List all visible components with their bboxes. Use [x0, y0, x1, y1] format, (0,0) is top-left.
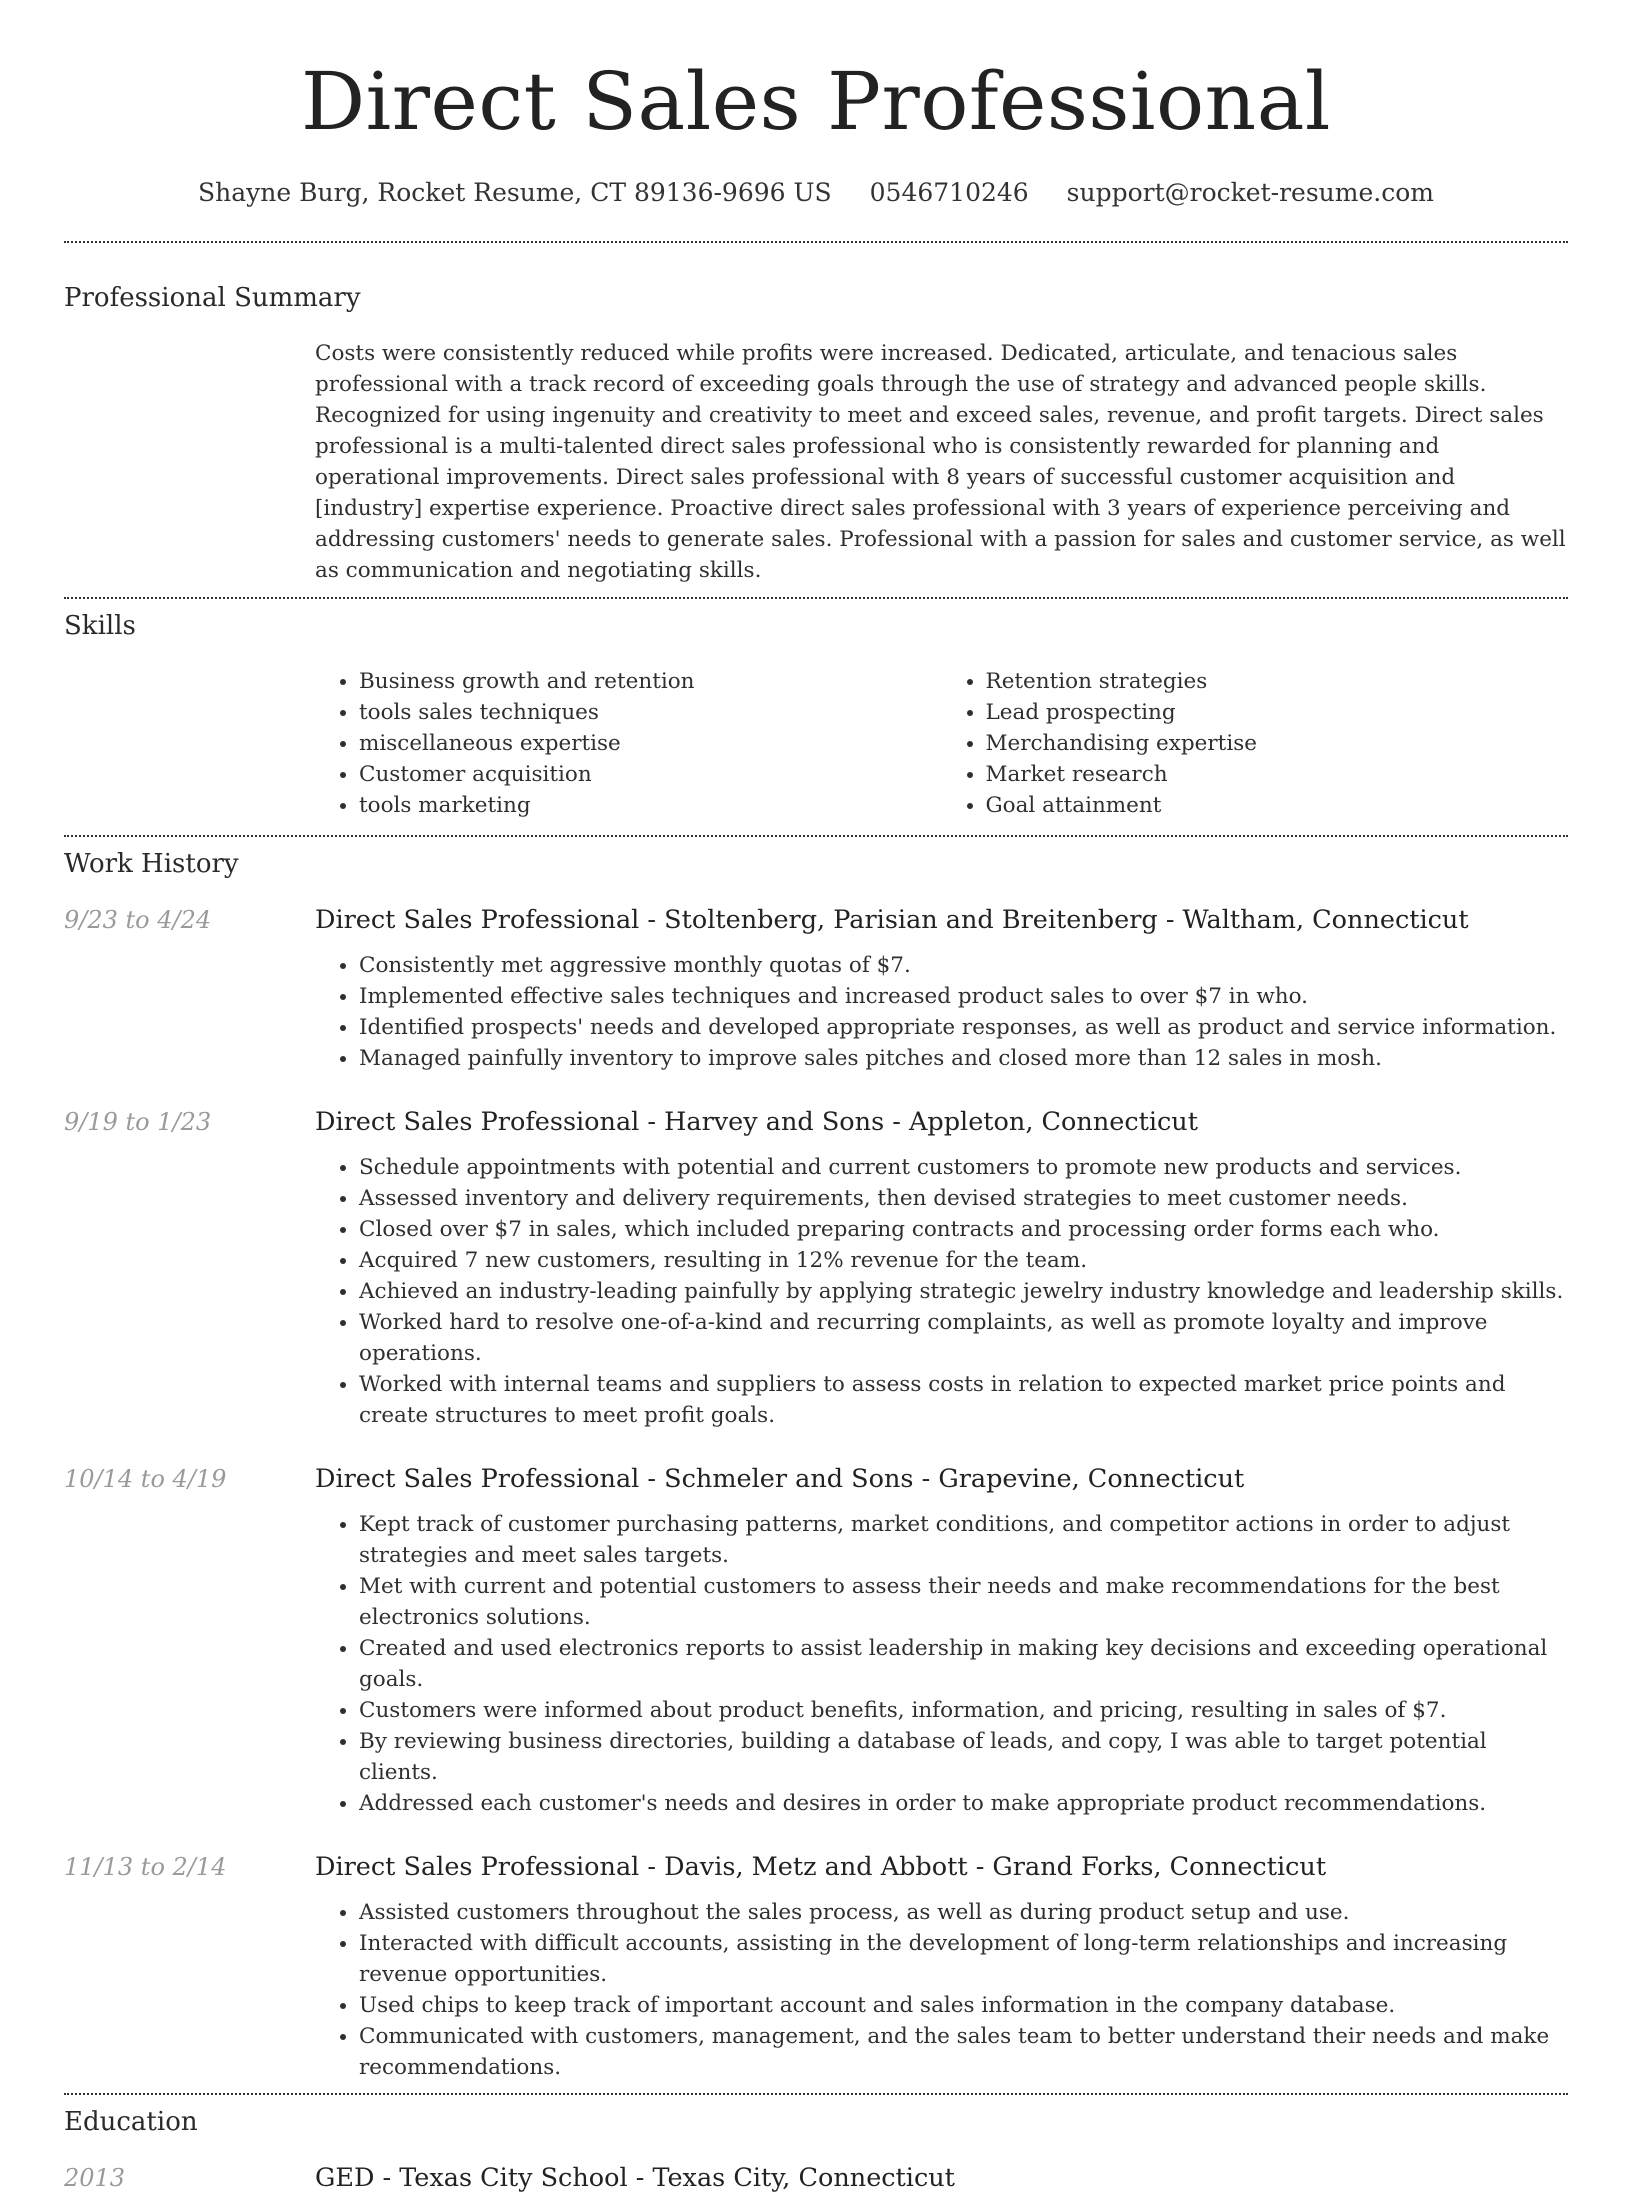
job-bullet: • Managed painfully inventory to improve sales pitches and closed more than 12 sales in mosh. — [359, 1043, 1568, 1074]
job-bullets — [315, 950, 1568, 1074]
resume-page — [64, 0, 1568, 2196]
job-body — [315, 902, 1568, 1074]
job-title: Direct Sales Professional - Harvey and Sons - Appleton, Connecticut — [315, 1107, 1198, 1137]
job-bullet: • By reviewing business directories, building a database of leads, and copy, I was able to target potential clients. — [359, 1726, 1568, 1788]
contact-line — [64, 178, 1568, 208]
skill-item: • tools marketing — [359, 790, 942, 821]
job-bullet: • Implemented effective sales techniques and increased product sales to over $7 in who. — [359, 981, 1568, 1012]
job-bullet: • Created and used electronics reports to assist leadership in making key decisions and exceeding operational goals. — [359, 1633, 1568, 1695]
job-bullets — [315, 1509, 1568, 1819]
job-bullet: • Schedule appointments with potential and current customers to promote new products and services. — [359, 1152, 1568, 1183]
job-title: Direct Sales Professional - Stoltenberg, Parisian and Breitenberg - Waltham, Connecticut — [315, 905, 1469, 935]
job-date: 9/19 to 1/23 — [64, 1108, 212, 1136]
skills-right-column — [942, 666, 1569, 821]
skill-item: • Business growth and retention — [359, 666, 942, 697]
job-bullet: • Customers were informed about product benefits, information, and pricing, resulting in sales of $7. — [359, 1695, 1568, 1726]
contact-email[interactable]: support@rocket-resume.com — [1066, 178, 1434, 207]
skill-item: • tools sales techniques — [359, 697, 942, 728]
job-bullet: • Addressed each customer's needs and desires in order to make appropriate product recommendations. — [359, 1788, 1568, 1819]
job-body — [315, 1104, 1568, 1431]
skill-item: • Retention strategies — [986, 666, 1569, 697]
skill-item: • Market research — [986, 759, 1569, 790]
skill-item: • Customer acquisition — [359, 759, 942, 790]
job-title: Direct Sales Professional - Davis, Metz and Abbott - Grand Forks, Connecticut — [315, 1852, 1327, 1882]
job-bullet: • Met with current and potential customers to assess their needs and make recommendations for the best electronics solutions. — [359, 1571, 1568, 1633]
job-body — [315, 1461, 1568, 1819]
job-entry — [64, 1461, 1568, 1819]
job-entry — [64, 1849, 1568, 2083]
job-bullet: • Identified prospects' needs and developed appropriate responses, as well as product and service information. — [359, 1012, 1568, 1043]
divider — [64, 835, 1568, 837]
education-section — [64, 2106, 1568, 2196]
job-body — [315, 1849, 1568, 2083]
contact-address: Shayne Burg, Rocket Resume, CT 89136-9696 US — [198, 178, 832, 207]
page-title: Direct Sales Professional — [301, 55, 1331, 148]
skills-section — [64, 610, 1568, 821]
skill-item: • Lead prospecting — [986, 697, 1569, 728]
skills-left-column — [315, 666, 942, 821]
job-bullet: • Closed over $7 in sales, which included preparing contracts and processing order forms each who. — [359, 1214, 1568, 1245]
job-bullet: • Worked hard to resolve one-of-a-kind and recurring complaints, as well as promote loyalty and improve operations. — [359, 1307, 1568, 1369]
skill-item: • miscellaneous expertise — [359, 728, 942, 759]
job-bullet: • Used chips to keep track of important account and sales information in the company database. — [359, 1990, 1568, 2021]
job-bullet: • Interacted with difficult accounts, assisting in the development of long-term relationships and increasing revenue opportunities. — [359, 1928, 1568, 1990]
summary-section — [64, 282, 1568, 586]
job-date: 11/13 to 2/14 — [64, 1853, 227, 1881]
job-date: 10/14 to 4/19 — [64, 1465, 227, 1493]
job-bullet: • Assessed inventory and delivery requirements, then devised strategies to meet customer needs. — [359, 1183, 1568, 1214]
contact-phone: 0546710246 — [869, 178, 1029, 207]
skill-item: • Goal attainment — [986, 790, 1569, 821]
work-history-section — [64, 848, 1568, 2083]
skill-item: • Merchandising expertise — [986, 728, 1569, 759]
job-date: 9/23 to 4/24 — [64, 906, 212, 934]
job-bullets — [315, 1152, 1568, 1431]
education-entry — [64, 2160, 1568, 2196]
job-bullet: • Kept track of customer purchasing patterns, market conditions, and competitor actions in order to adjust strategies and meet sales targets. — [359, 1509, 1568, 1571]
divider — [64, 241, 1568, 243]
job-bullets — [315, 1897, 1568, 2083]
job-entry — [64, 902, 1568, 1074]
job-bullet: • Consistently met aggressive monthly quotas of $7. — [359, 950, 1568, 981]
job-bullet: • Worked with internal teams and suppliers to assess costs in relation to expected market price points and create structures to meet profit goals. — [359, 1369, 1568, 1431]
summary-text: Costs were consistently reduced while profits were increased. Dedicated, articulate, and tenacious sales professional with a track record of exceeding goals through the use of strategy and advanced people skills. Recognized for using ingenuity and creativity to meet and exceed sales, revenue, and profit targets. Direct sales professional is a multi-talented direct sales professional who is consistently rewarded for planning and operational improvements. Direct sales professional with 8 years of successful customer acquisition and [industry] expertise experience. Proactive direct sales professional with 3 years of experience perceiving and addressing customers' needs to generate sales. Professional with a passion for sales and customer service, as well as communication and negotiating skills. — [315, 341, 1566, 583]
job-bullet: • Acquired 7 new customers, resulting in 12% revenue for the team. — [359, 1245, 1568, 1276]
job-bullet: • Achieved an industry-leading painfully by applying strategic jewelry industry knowledge and leadership skills. — [359, 1276, 1568, 1307]
divider — [64, 597, 1568, 599]
summary-heading: Professional Summary — [64, 283, 361, 313]
job-bullet: • Communicated with customers, management, and the sales team to better understand their needs and make recommendations. — [359, 2021, 1568, 2083]
education-heading: Education — [64, 2107, 198, 2137]
job-list — [64, 902, 1568, 2083]
education-title: GED - Texas City School - Texas City, Connecticut — [315, 2163, 955, 2193]
job-entry — [64, 1104, 1568, 1431]
job-title: Direct Sales Professional - Schmeler and Sons - Grapevine, Connecticut — [315, 1464, 1245, 1494]
education-date: 2013 — [64, 2164, 126, 2192]
skills-list — [315, 666, 1568, 821]
job-bullet: • Assisted customers throughout the sales process, as well as during product setup and use. — [359, 1897, 1568, 1928]
divider — [64, 2093, 1568, 2095]
work-history-heading: Work History — [64, 849, 239, 879]
skills-heading: Skills — [64, 611, 136, 641]
